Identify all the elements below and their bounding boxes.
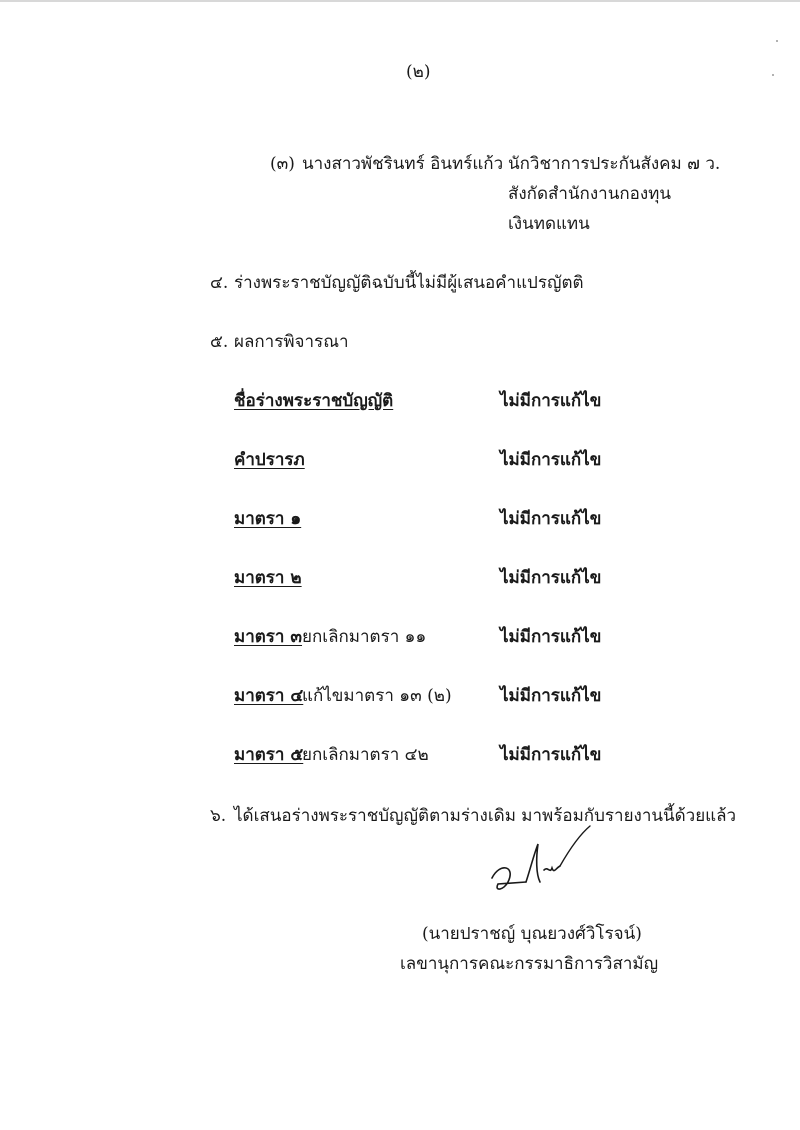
item6-text: ได้เสนอร่างพระราชบัญญัติตามร่างเดิม มาพร้อมกับรายงานนี้ด้วยแล้ว	[234, 806, 737, 826]
result-note: ยกเลิกมาตรา ๑๑	[302, 627, 427, 647]
officer-name: นางสาวพัชรินทร์ อินทร์แก้ว	[302, 154, 504, 174]
result-status: ไม่มีการแก้ไข	[500, 568, 602, 588]
page-number: (๒)	[406, 62, 431, 82]
result-status: ไม่มีการแก้ไข	[500, 745, 602, 765]
result-note: ยกเลิกมาตรา ๔๒	[302, 745, 429, 765]
result-label: ชื่อร่างพระราชบัญญัติ	[234, 391, 394, 411]
result-label: มาตรา ๓	[234, 627, 303, 647]
signatory-title: เลขานุการคณะกรรมาธิการวิสามัญ	[400, 954, 659, 974]
officer-number: (๓)	[270, 154, 295, 174]
result-status: ไม่มีการแก้ไข	[500, 450, 602, 470]
result-status: ไม่มีการแก้ไข	[500, 627, 602, 647]
item6-number: ๖.	[210, 806, 227, 826]
handwritten-signature	[486, 822, 606, 902]
officer-position-line-1: นักวิชาการประกันสังคม ๗ ว.	[508, 154, 721, 174]
result-label: มาตรา ๑	[234, 509, 302, 529]
result-label: คำปรารภ	[234, 450, 305, 470]
result-status: ไม่มีการแก้ไข	[500, 509, 602, 529]
result-status: ไม่มีการแก้ไข	[500, 391, 602, 411]
result-label: มาตรา ๒	[234, 568, 302, 588]
officer-position-line-2: สังกัดสำนักงานกองทุน	[508, 184, 671, 204]
signatory-name: (นายปราชญ์ บุณยวงศ์วิโรจน์)	[422, 924, 642, 944]
scan-speck	[776, 40, 778, 42]
item4-number: ๔.	[210, 273, 229, 293]
scan-edge	[0, 0, 800, 2]
officer-position-line-3: เงินทดแทน	[508, 214, 590, 234]
result-label: มาตรา ๕	[234, 745, 304, 765]
item5-number: ๕.	[210, 332, 229, 352]
item5-text: ผลการพิจารณา	[234, 332, 349, 352]
result-status: ไม่มีการแก้ไข	[500, 686, 602, 706]
item4-text: ร่างพระราชบัญญัติฉบับนี้ไม่มีผู้เสนอคำแปรญัตติ	[234, 273, 584, 293]
scan-speck	[772, 74, 774, 76]
result-note: แก้ไขมาตรา ๑๓ (๒)	[302, 686, 452, 706]
result-label: มาตรา ๔	[234, 686, 304, 706]
